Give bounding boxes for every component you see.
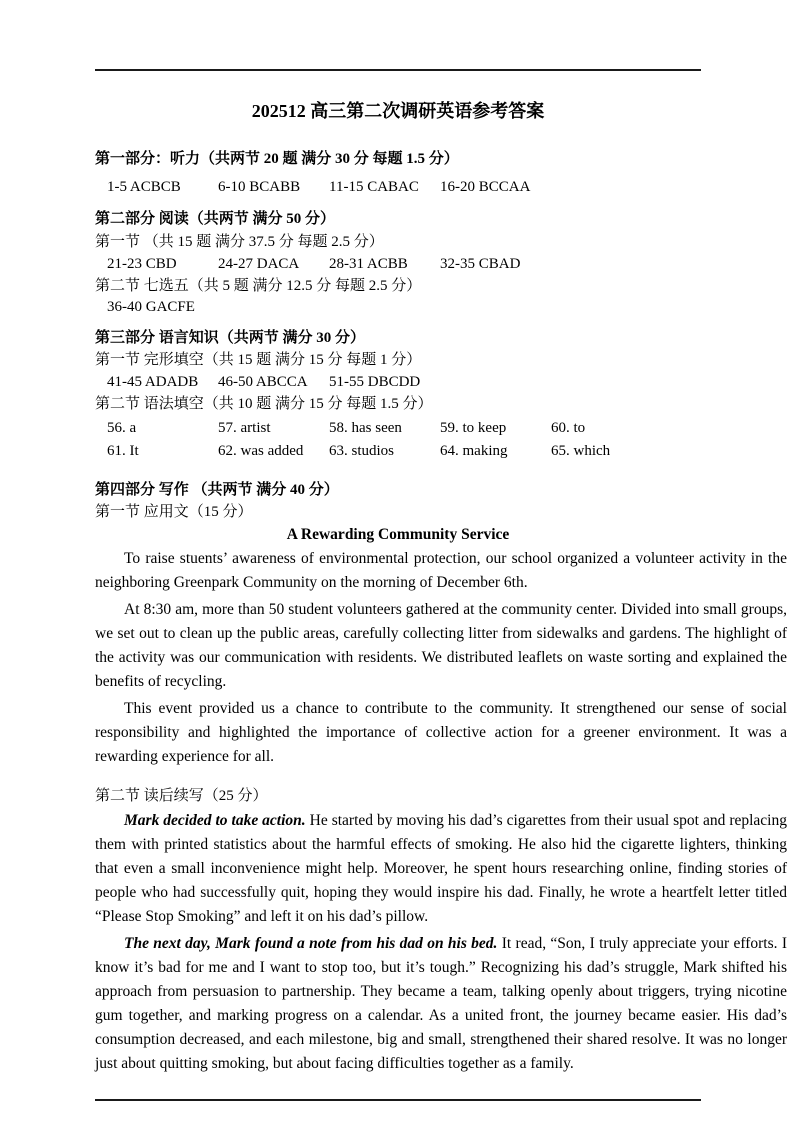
answer-item: 64. making (440, 443, 508, 459)
grammar-answers-row-1 (95, 419, 787, 438)
answer-item: 56. a (107, 420, 137, 436)
paragraph-1-body: He started by moving his dad’s cigarettes from their usual spot and replacing them with printed statistics about the harmful effects of smoking. He also hid the cigarette lighters, thinking that even a small inconvenience might help. Moreover, he spent hours researching online, finding stories of people who had successfully quit, hoping they would inspire his dad. Finally, he wrote a heartfelt letter titled “Please Stop Smoking” and left it on his dad’s pillow. (95, 812, 787, 925)
answer-item: 11-15 CABAC (329, 179, 419, 195)
paragraph-2-lead: The next day, Mark found a note from his dad on his bed. (124, 935, 498, 952)
part3-section1-header: 第一节 完形填空（共 15 题 满分 15 分 每题 1 分） (95, 352, 422, 368)
answer-item: 24-27 DACA (218, 256, 300, 272)
answer-item: 62. was added (218, 443, 304, 459)
answer-item: 61. It (107, 443, 139, 459)
answer-item: 58. has seen (329, 420, 402, 436)
seven-choose-five-answers-row (95, 298, 787, 317)
essay-paragraph-2: At 8:30 am, more than 50 student volunteers gathered at the community center. Divided into small groups, we set out to clean up the public areas, carefully collecting litter from sidewalks and gardens. The highlight of the activity was our communication with residents. We distributed leaflets on waste sorting and explained the benefits of recycling. (95, 601, 787, 690)
continuation-paragraph-2 (95, 932, 787, 1076)
part1-header: 第一部分：听力（共两节 20 题 满分 30 分 每题 1.5 分） (95, 151, 459, 167)
header-rule (95, 69, 701, 71)
answer-item: 59. to keep (440, 420, 507, 436)
part2-header: 第二部分 阅读（共两节 满分 50 分） (95, 211, 336, 227)
part3-section2-header: 第二节 语法填空（共 10 题 满分 15 分 每题 1.5 分） (95, 396, 433, 412)
answer-item: 36-40 GACFE (107, 299, 195, 315)
listening-answers-row (95, 178, 787, 197)
page-title: 202512 高三第二次调研英语参考答案 (251, 101, 545, 121)
answer-item: 16-20 BCCAA (440, 179, 531, 195)
essay-paragraph-3: This event provided us a chance to contribute to the community. It strengthened our sense of social responsibility and highlighted the importance of collective action for a greener environment. It was a rewarding experience for all. (95, 700, 787, 765)
answer-item: 60. to (551, 420, 586, 436)
cloze-answers-row (95, 373, 787, 392)
answer-item: 21-23 CBD (107, 256, 177, 272)
part4-section1-header: 第一节 应用文（15 分） (95, 504, 253, 520)
answer-item: 65. which (551, 443, 611, 459)
answer-item: 51-55 DBCDD (329, 374, 421, 390)
footer-rule (95, 1099, 701, 1101)
answer-item: 63. studios (329, 443, 395, 459)
paragraph-2-body: It read, “Son, I truly appreciate your efforts. I know it’s bad for me and I want to stop too, but it’s tough.” Recognizing his dad’s struggle, Mark shifted his approach from persuasion to partnership. They became a team, talking openly about triggers, trying nicotine gum together, and marking progress on a calendar. As a united front, the journey became easier. His dad’s consumption decreased, and each milestone, big and small, strengthened their shared resolve. It was no longer just about quitting smoking, but about facing difficulties together as a family. (95, 935, 787, 1072)
part2-section2-header: 第二节 七选五（共 5 题 满分 12.5 分 每题 2.5 分） (95, 278, 422, 294)
answer-item: 57. artist (218, 420, 271, 436)
essay-paragraph-1: To raise stuents’ awareness of environmental protection, our school organized a volunteer activity in the neighboring Greenpark Community on the morning of December 6th. (95, 550, 787, 591)
part4-header: 第四部分 写作 （共两节 满分 40 分） (95, 482, 339, 498)
reading-answers-row (95, 255, 787, 274)
answer-item: 1-5 ACBCB (107, 179, 181, 195)
part2-section1-header: 第一节 （共 15 题 满分 37.5 分 每题 2.5 分） (95, 234, 384, 250)
answer-item: 28-31 ACBB (329, 256, 408, 272)
grammar-answers-row-2 (95, 442, 787, 461)
answer-item: 32-35 CBAD (440, 256, 521, 272)
paragraph-1-lead: Mark decided to take action. (124, 812, 306, 829)
continuation-paragraph-1 (95, 809, 787, 929)
answer-item: 41-45 ADADB (107, 374, 199, 390)
essay-title: A Rewarding Community Service (286, 526, 510, 543)
part4-section2-header: 第二节 读后续写（25 分） (95, 788, 268, 804)
part3-header: 第三部分 语言知识（共两节 满分 30 分） (95, 330, 366, 346)
answer-item: 6-10 BCABB (218, 179, 301, 195)
answer-item: 46-50 ABCCA (218, 374, 308, 390)
